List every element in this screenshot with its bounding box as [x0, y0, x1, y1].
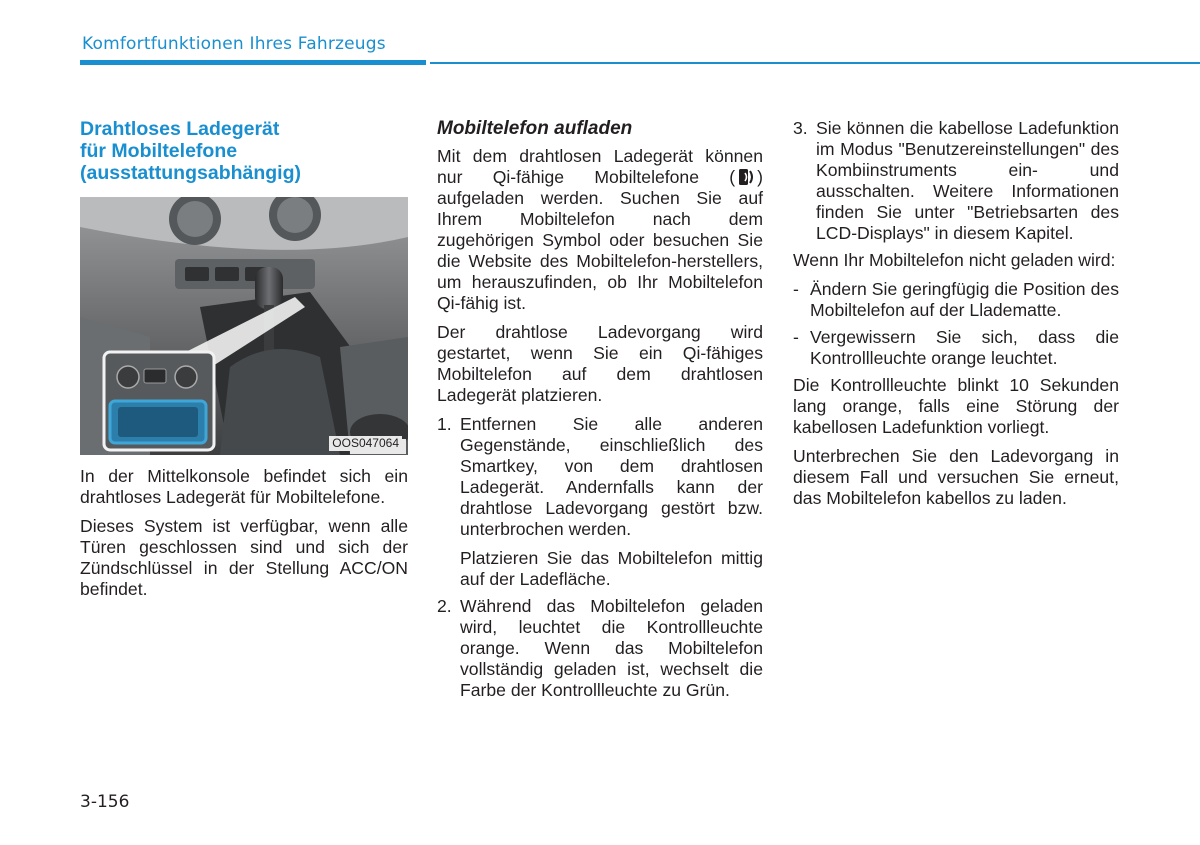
steps-list	[437, 414, 763, 701]
section-title-line-2: für Mobiltelefone	[80, 140, 238, 162]
step-number: 2.	[437, 596, 452, 616]
paragraph: Dieses System ist verfügbar, wenn alle Türen geschlossen sind und sich der Zündschlüssel in der Stellung ACC/ON befindet.	[80, 516, 408, 599]
paragraph: Die Kontrollleuchte blinkt 10 Sekunden lang orange, falls eine Störung der kabellosen Ladefunktion vorliegt.	[793, 375, 1119, 437]
list-item	[793, 279, 1119, 321]
step-text: Sie können die kabellose Ladefunktion im Modus "Benutzereinstellungen" des Kombiinstruments ein- und ausschalten. Weitere Informationen finden Sie unter "Betriebsarten des LCD-Displays" in diesem Kapitel.	[816, 118, 1119, 243]
bullet-text: Ändern Sie geringfügig die Position des Mobiltelefon auf der Lladematte.	[810, 279, 1119, 320]
chapter-header: Komfortfunktionen Ihres Fahrzeugs	[82, 34, 386, 54]
paragraph: Unterbrechen Sie den Ladevorgang in diesem Fall und versuchen Sie erneut, das Mobiltelefon kabellos zu laden.	[793, 446, 1119, 508]
figure-code: OOS047064	[329, 436, 402, 451]
bullet-dash: -	[793, 279, 799, 299]
column-middle	[437, 118, 763, 709]
step-number: 3.	[793, 118, 808, 138]
subsection-title: Mobiltelefon aufladen	[437, 118, 633, 139]
list-item	[793, 118, 1119, 244]
center-console-illustration	[80, 197, 408, 455]
section-title-line-3: (ausstattungsabhängig)	[80, 162, 302, 184]
qi-wireless-charging-icon	[737, 167, 755, 187]
column-left	[80, 118, 408, 608]
step-number: 1.	[437, 414, 452, 434]
list-item	[793, 327, 1119, 369]
step-text: Während das Mobiltelefon geladen wird, leuchtet die Kontrollleuchte orange. Wenn das Mobiltelefon vollständig geladen ist, wechselt die Farbe der Kontrollleuchte zu Grün.	[460, 596, 763, 700]
paragraph: Wenn Ihr Mobiltelefon nicht geladen wird:	[793, 250, 1116, 270]
header-accent-bar	[80, 60, 426, 65]
paragraph-qi	[437, 146, 763, 314]
page-number: 3-156	[80, 792, 130, 812]
console-photo	[80, 197, 408, 455]
bullet-text: Vergewissern Sie sich, dass die Kontrollleuchte orange leuchtet.	[810, 327, 1119, 368]
list-item	[437, 596, 763, 701]
header-rule	[430, 62, 1200, 64]
step-text: Entfernen Sie alle anderen Gegenstände, einschließlich des Smartkey, von dem drahtlosen Ladegerät. Andernfalls kann der drahtlose Ladevorgang gestört bzw. unterbrochen werden.	[460, 414, 763, 539]
paragraph: Der drahtlose Ladevorgang wird gestartet, wenn Sie ein Qi-fähiges Mobiltelefon auf dem drahtlosen Ladegerät platzieren.	[437, 322, 763, 405]
troubleshoot-list	[793, 279, 1119, 369]
qi-text-after: ) aufgeladen werden. Suchen Sie auf Ihrem Mobiltelefon nach dem zugehörigen Symbol oder besuchen Sie die Website des Mobiltelefon-herstellers, um herauszufinden, ob Ihr Mobiltelefon Qi-fähig ist.	[437, 167, 763, 313]
section-title-line-1: Drahtloses Ladegerät	[80, 118, 280, 140]
column-right	[793, 118, 1119, 517]
paragraph: In der Mittelkonsole befindet sich ein drahtloses Ladegerät für Mobiltelefone.	[80, 466, 408, 507]
list-item	[437, 414, 763, 590]
section-title	[80, 118, 408, 184]
step-note: Platzieren Sie das Mobiltelefon mittig auf der Ladefläche.	[460, 548, 763, 589]
qi-text-before: Mit dem drahtlosen Ladegerät können nur Qi-fähige Mobiltelefone (	[437, 146, 763, 187]
bullet-dash: -	[793, 327, 799, 347]
